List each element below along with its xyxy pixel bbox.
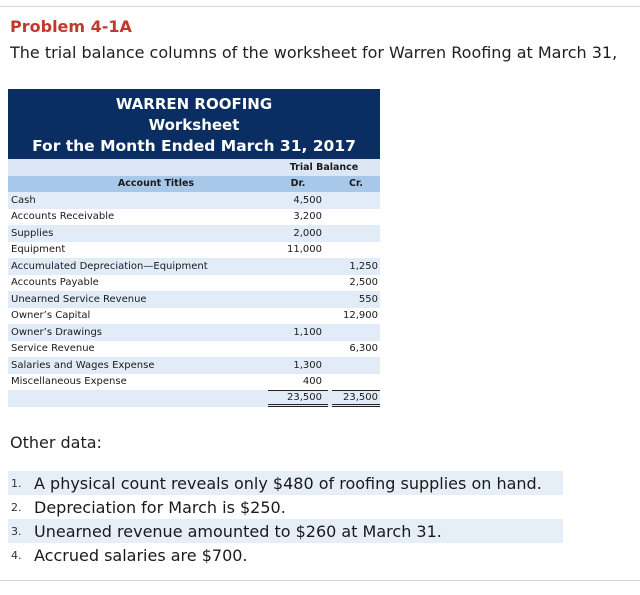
table-row: [8, 192, 380, 209]
list-item-text: Accrued salaries are $700.: [34, 545, 248, 565]
account-title: Accumulated Depreciation—Equipment: [11, 260, 208, 272]
other-data-list: [8, 471, 563, 567]
table-row: [8, 209, 380, 226]
account-titles-header: Account Titles: [117, 178, 195, 190]
credit-amount: 6,300: [332, 343, 380, 354]
account-title: Accounts Receivable: [11, 211, 115, 223]
group-header-row: [8, 159, 380, 176]
table-row: [8, 341, 380, 358]
total-credit: 23,500: [332, 390, 380, 407]
table-row: [8, 357, 380, 374]
debit-amount: 1,300: [268, 360, 328, 371]
credit-amount: 2,500: [332, 277, 380, 288]
account-title: Service Revenue: [11, 343, 95, 355]
account-title: Supplies: [11, 227, 54, 239]
list-item-text: A physical count reveals only $480 of roofing supplies on hand.: [34, 473, 542, 493]
account-title: Unearned Service Revenue: [11, 293, 147, 305]
worksheet-table: [8, 89, 380, 407]
column-header-row: [8, 176, 380, 193]
dr-header: Dr.: [290, 178, 306, 190]
worksheet-period: For the Month Ended March 31, 2017: [32, 137, 356, 155]
credit-amount: 1,250: [332, 261, 380, 272]
account-title: Equipment: [11, 244, 66, 256]
table-row: [8, 225, 380, 242]
debit-amount: 400: [268, 376, 328, 387]
table-row: [8, 324, 380, 341]
problem-card: [0, 6, 640, 573]
table-row: [8, 374, 380, 391]
table-row: [8, 275, 380, 292]
worksheet-name: Worksheet: [148, 116, 240, 134]
problem-intro: The trial balance columns of the worksheet for Warren Roofing at March 31,: [10, 43, 618, 62]
list-item-text: Unearned revenue amounted to $260 at March 31.: [34, 521, 442, 541]
account-title: Salaries and Wages Expense: [11, 359, 155, 371]
table-row: [8, 242, 380, 259]
list-item-number: 3.: [11, 524, 22, 538]
table-row: [8, 308, 380, 325]
trial-balance-header: Trial Balance: [289, 161, 359, 173]
list-item: [8, 471, 563, 495]
company-name: WARREN ROOFING: [115, 95, 273, 113]
debit-amount: 4,500: [268, 195, 328, 206]
debit-amount: 11,000: [268, 244, 328, 255]
next-card-edge: [0, 580, 640, 595]
list-item: [8, 543, 563, 567]
list-item-number: 1.: [11, 476, 22, 490]
table-row: [8, 258, 380, 275]
other-data-label: Other data:: [10, 433, 102, 452]
account-title: Accounts Payable: [11, 277, 99, 289]
list-item: [8, 495, 563, 519]
cr-header: Cr.: [349, 178, 363, 190]
list-item: [8, 519, 563, 543]
list-item-text: Depreciation for March is $250.: [34, 497, 286, 517]
credit-amount: 12,900: [332, 310, 380, 321]
table-row: [8, 291, 380, 308]
list-item-number: 2.: [11, 500, 22, 514]
debit-amount: 2,000: [268, 228, 328, 239]
debit-amount: 1,100: [268, 327, 328, 338]
worksheet-header: [8, 89, 380, 159]
total-debit: 23,500: [268, 390, 328, 407]
account-title: Cash: [11, 194, 36, 206]
debit-amount: 3,200: [268, 211, 328, 222]
problem-title: Problem 4-1A: [10, 17, 132, 36]
totals-row: [8, 390, 380, 407]
account-title: Owner’s Capital: [11, 310, 91, 322]
credit-amount: 550: [332, 294, 380, 305]
account-title: Owner’s Drawings: [11, 326, 103, 338]
account-title: Miscellaneous Expense: [11, 376, 127, 388]
list-item-number: 4.: [11, 548, 22, 562]
